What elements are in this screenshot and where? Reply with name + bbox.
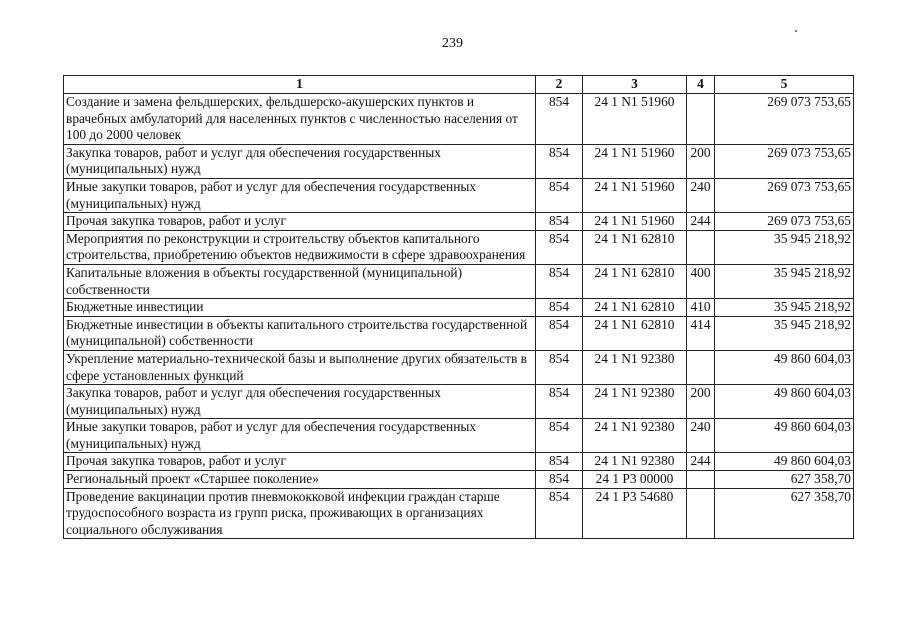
table-row [64, 213, 854, 231]
row-sum: 49 860 604,03 [715, 419, 854, 453]
row-code: 854 [536, 316, 583, 350]
table-body [64, 94, 854, 539]
row-code: 854 [536, 94, 583, 145]
row-name: Мероприятия по реконструкции и строительству объектов капитального строительства, приобретению объектов недвижимости в сфере здравоохранения [64, 230, 536, 264]
row-code: 854 [536, 419, 583, 453]
row-name: Бюджетные инвестиции в объекты капитального строительства государственной (муниципальной) собственности [64, 316, 536, 350]
row-csr: 24 1 N1 62810 [583, 316, 687, 350]
row-sum: 35 945 218,92 [715, 264, 854, 298]
row-sum: 49 860 604,03 [715, 385, 854, 419]
row-vr [687, 230, 715, 264]
row-csr: 24 1 N1 62810 [583, 230, 687, 264]
row-csr: 24 1 N1 62810 [583, 264, 687, 298]
row-vr: 244 [687, 213, 715, 231]
row-sum: 269 073 753,65 [715, 178, 854, 212]
row-name: Проведение вакцинации против пневмококковой инфекции граждан старше трудоспособного возраста из групп риска, проживающих в организациях социального обслуживания [64, 488, 536, 539]
row-vr [687, 350, 715, 384]
row-sum: 35 945 218,92 [715, 299, 854, 317]
row-name: Иные закупки товаров, работ и услуг для обеспечения государственных (муниципальных) нужд [64, 419, 536, 453]
row-name: Создание и замена фельдшерских, фельдшерско-акушерских пунктов и врачебных амбулаторий для населенных пунктов с численностью населения от 100 до 2000 человек [64, 94, 536, 145]
row-sum: 49 860 604,03 [715, 350, 854, 384]
row-vr [687, 94, 715, 145]
row-csr: 24 1 N1 51960 [583, 178, 687, 212]
scan-speck [795, 30, 797, 32]
row-code: 854 [536, 144, 583, 178]
row-code: 854 [536, 488, 583, 539]
column-header-csr: 3 [583, 76, 687, 94]
row-name: Укрепление материально-технической базы и выполнение других обязательств в сфере установленных функций [64, 350, 536, 384]
row-code: 854 [536, 385, 583, 419]
table-row [64, 230, 854, 264]
row-name: Прочая закупка товаров, работ и услуг [64, 453, 536, 471]
row-csr: 24 1 N1 62810 [583, 299, 687, 317]
row-name: Бюджетные инвестиции [64, 299, 536, 317]
column-header-code: 2 [536, 76, 583, 94]
row-code: 854 [536, 178, 583, 212]
row-csr: 24 1 N1 92380 [583, 419, 687, 453]
column-header-name: 1 [64, 76, 536, 94]
row-code: 854 [536, 213, 583, 231]
row-sum: 269 073 753,65 [715, 94, 854, 145]
row-csr: 24 1 N1 92380 [583, 350, 687, 384]
row-code: 854 [536, 453, 583, 471]
row-sum: 35 945 218,92 [715, 230, 854, 264]
row-code: 854 [536, 264, 583, 298]
row-vr [687, 471, 715, 489]
row-name: Региональный проект «Старшее поколение» [64, 471, 536, 489]
table-row [64, 488, 854, 539]
table-row [64, 299, 854, 317]
table-row [64, 350, 854, 384]
row-sum: 49 860 604,03 [715, 453, 854, 471]
row-csr: 24 1 N1 51960 [583, 144, 687, 178]
table-row [64, 178, 854, 212]
row-name: Иные закупки товаров, работ и услуг для обеспечения государственных (муниципальных) нужд [64, 178, 536, 212]
row-csr: 24 1 N1 51960 [583, 94, 687, 145]
table-row [64, 316, 854, 350]
row-csr: 24 1 N1 92380 [583, 385, 687, 419]
row-vr: 244 [687, 453, 715, 471]
row-csr: 24 1 N1 92380 [583, 453, 687, 471]
column-header-sum: 5 [715, 76, 854, 94]
row-vr [687, 488, 715, 539]
row-vr: 410 [687, 299, 715, 317]
table-row [64, 385, 854, 419]
row-name: Закупка товаров, работ и услуг для обеспечения государственных (муниципальных) нужд [64, 385, 536, 419]
row-vr: 200 [687, 144, 715, 178]
row-sum: 627 358,70 [715, 488, 854, 539]
table-row [64, 419, 854, 453]
row-name: Закупка товаров, работ и услуг для обеспечения государственных (муниципальных) нужд [64, 144, 536, 178]
row-code: 854 [536, 471, 583, 489]
row-vr: 200 [687, 385, 715, 419]
table-row [64, 264, 854, 298]
row-code: 854 [536, 230, 583, 264]
table-row [64, 471, 854, 489]
row-sum: 627 358,70 [715, 471, 854, 489]
row-sum: 35 945 218,92 [715, 316, 854, 350]
row-csr: 24 1 P3 00000 [583, 471, 687, 489]
row-csr: 24 1 N1 51960 [583, 213, 687, 231]
table-header-row [64, 76, 854, 94]
row-sum: 269 073 753,65 [715, 213, 854, 231]
row-vr: 240 [687, 419, 715, 453]
row-vr: 400 [687, 264, 715, 298]
table-row [64, 453, 854, 471]
row-sum: 269 073 753,65 [715, 144, 854, 178]
row-code: 854 [536, 299, 583, 317]
table-row [64, 94, 854, 145]
row-csr: 24 1 P3 54680 [583, 488, 687, 539]
page-number: 239 [442, 36, 463, 51]
row-vr: 414 [687, 316, 715, 350]
row-name: Капитальные вложения в объекты государственной (муниципальной) собственности [64, 264, 536, 298]
row-vr: 240 [687, 178, 715, 212]
row-code: 854 [536, 350, 583, 384]
row-name: Прочая закупка товаров, работ и услуг [64, 213, 536, 231]
table-row [64, 144, 854, 178]
budget-table [63, 75, 854, 539]
column-header-vr: 4 [687, 76, 715, 94]
